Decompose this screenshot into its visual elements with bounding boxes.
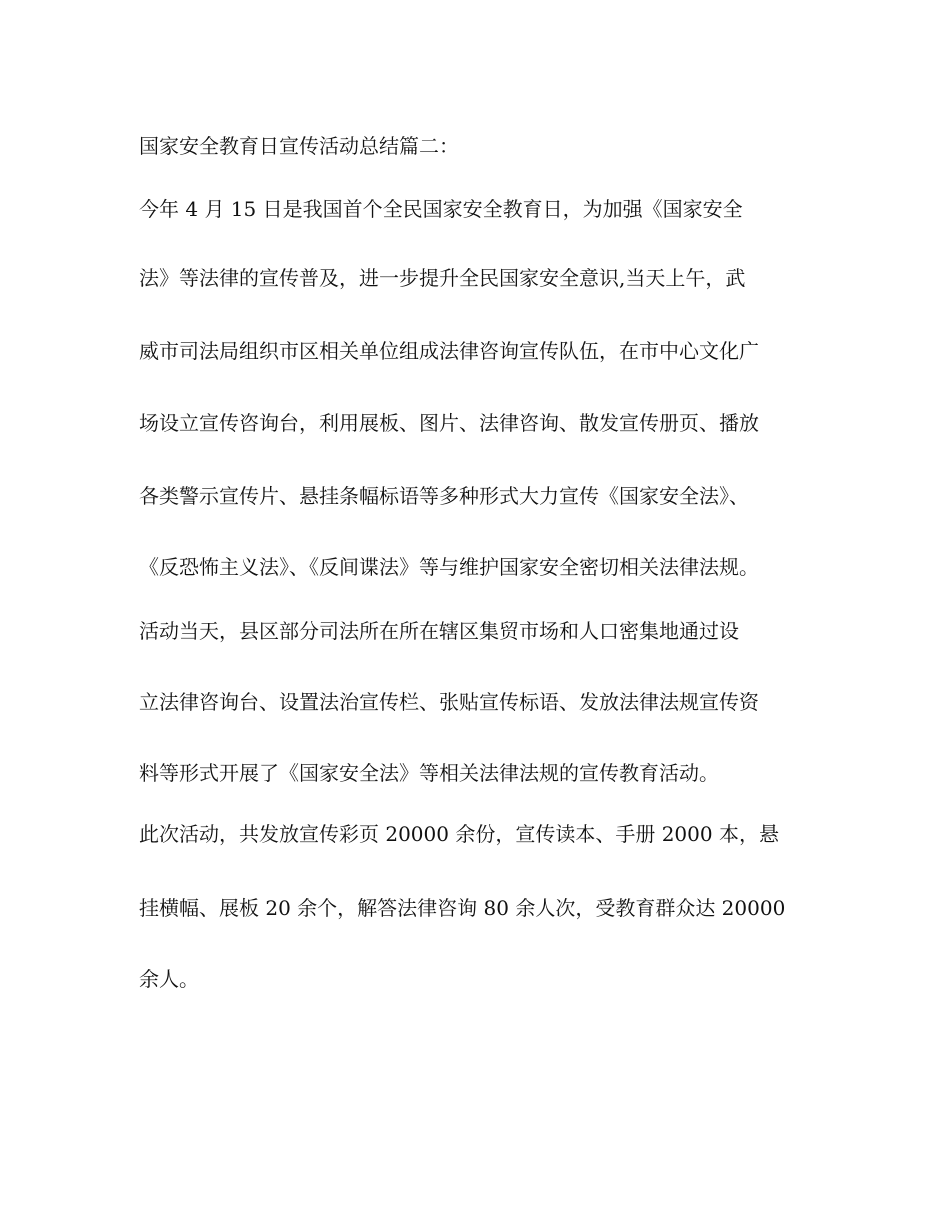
paragraph-line: 料等形式开展了《国家安全法》等相关法律法规的宣传教育活动。 — [139, 761, 719, 785]
document-heading: 国家安全教育日宣传活动总结篇二： — [139, 134, 459, 158]
paragraph-line: 余人。 — [139, 967, 199, 991]
paragraph-line: 此次活动，共发放宣传彩页 20000 余份，宣传读本、手册 2000 本，悬 — [139, 822, 779, 846]
paragraph-line: 立法律咨询台、设置法治宣传栏、张贴宣传标语、发放法律法规宣传资 — [139, 690, 759, 714]
paragraph-line: 威市司法局组织市区相关单位组成法律咨询宣传队伍，在市中心文化广 — [139, 339, 759, 363]
paragraph-line: 挂横幅、展板 20 余个，解答法律咨询 80 余人次，受教育群众达 20000 — [139, 896, 786, 920]
paragraph-line: 各类警示宣传片、悬挂条幅标语等多种形式大力宣传《国家安全法》、 — [139, 484, 749, 508]
paragraph-line: 今年 4 月 15 日是我国首个全民国家安全教育日，为加强《国家安全 — [139, 197, 743, 221]
paragraph-line: 活动当天，县区部分司法所在所在辖区集贸市场和人口密集地通过设 — [139, 619, 739, 643]
paragraph-line: 《反恐怖主义法》、《反间谍法》等与维护国家安全密切相关法律法规。 — [139, 555, 759, 579]
paragraph-line: 法》等法律的宣传普及，进一步提升全民国家安全意识,当天上午，武 — [139, 266, 746, 290]
paragraph-line: 场设立宣传咨询台，利用展板、图片、法律咨询、散发宣传册页、播放 — [139, 411, 759, 435]
